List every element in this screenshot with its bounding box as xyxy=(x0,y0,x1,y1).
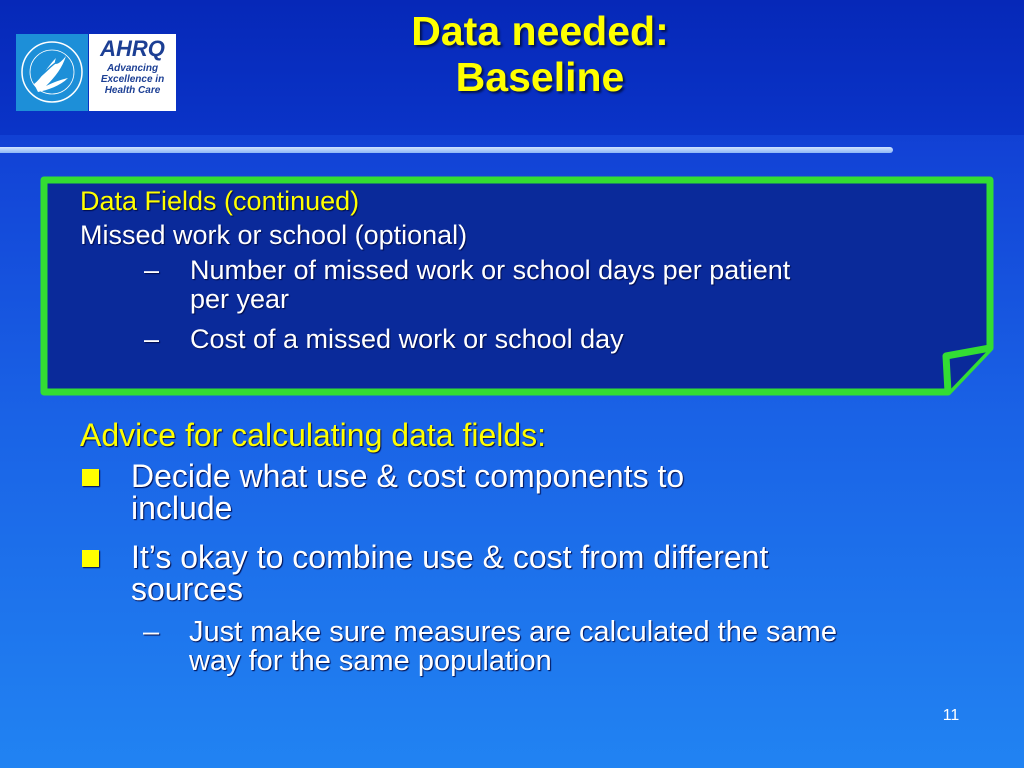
dash-marker: – xyxy=(144,324,160,354)
square-bullet-icon xyxy=(82,469,99,486)
title-line-1: Data needed: xyxy=(411,8,669,54)
slide-number: 11 xyxy=(942,707,960,724)
advice-sub-item: – Just make sure measures are calculated the same way for the same population xyxy=(143,616,837,677)
hhs-eagle-icon xyxy=(16,34,88,111)
slide-title xyxy=(300,8,780,100)
title-line-2: Baseline xyxy=(455,54,625,100)
callout-item: – Cost of a missed work or school day xyxy=(144,324,624,354)
dash-marker: – xyxy=(144,255,160,285)
callout-item: – Number of missed work or school days per patient per year xyxy=(144,255,791,314)
advice-bullet: It’s okay to combine use & cost from different sources xyxy=(80,541,980,605)
dash-marker: – xyxy=(143,616,160,648)
ahrq-logo xyxy=(89,34,176,111)
header-divider xyxy=(0,147,893,153)
logo-group xyxy=(16,34,176,111)
advice-heading: Advice for calculating data fields: xyxy=(80,417,547,453)
advice-section xyxy=(80,418,980,676)
data-fields-callout xyxy=(40,176,994,396)
ahrq-wordmark: AHRQ xyxy=(100,36,165,61)
callout-heading: Data Fields (continued) xyxy=(80,186,360,216)
ahrq-tagline: Advancing Excellence in Health Care xyxy=(100,63,165,96)
hhs-logo xyxy=(16,34,88,111)
square-bullet-icon xyxy=(82,550,99,567)
callout-content xyxy=(80,184,960,354)
callout-subheading: Missed work or school (optional) xyxy=(80,220,468,250)
advice-bullet: Decide what use & cost components to include xyxy=(80,460,980,524)
